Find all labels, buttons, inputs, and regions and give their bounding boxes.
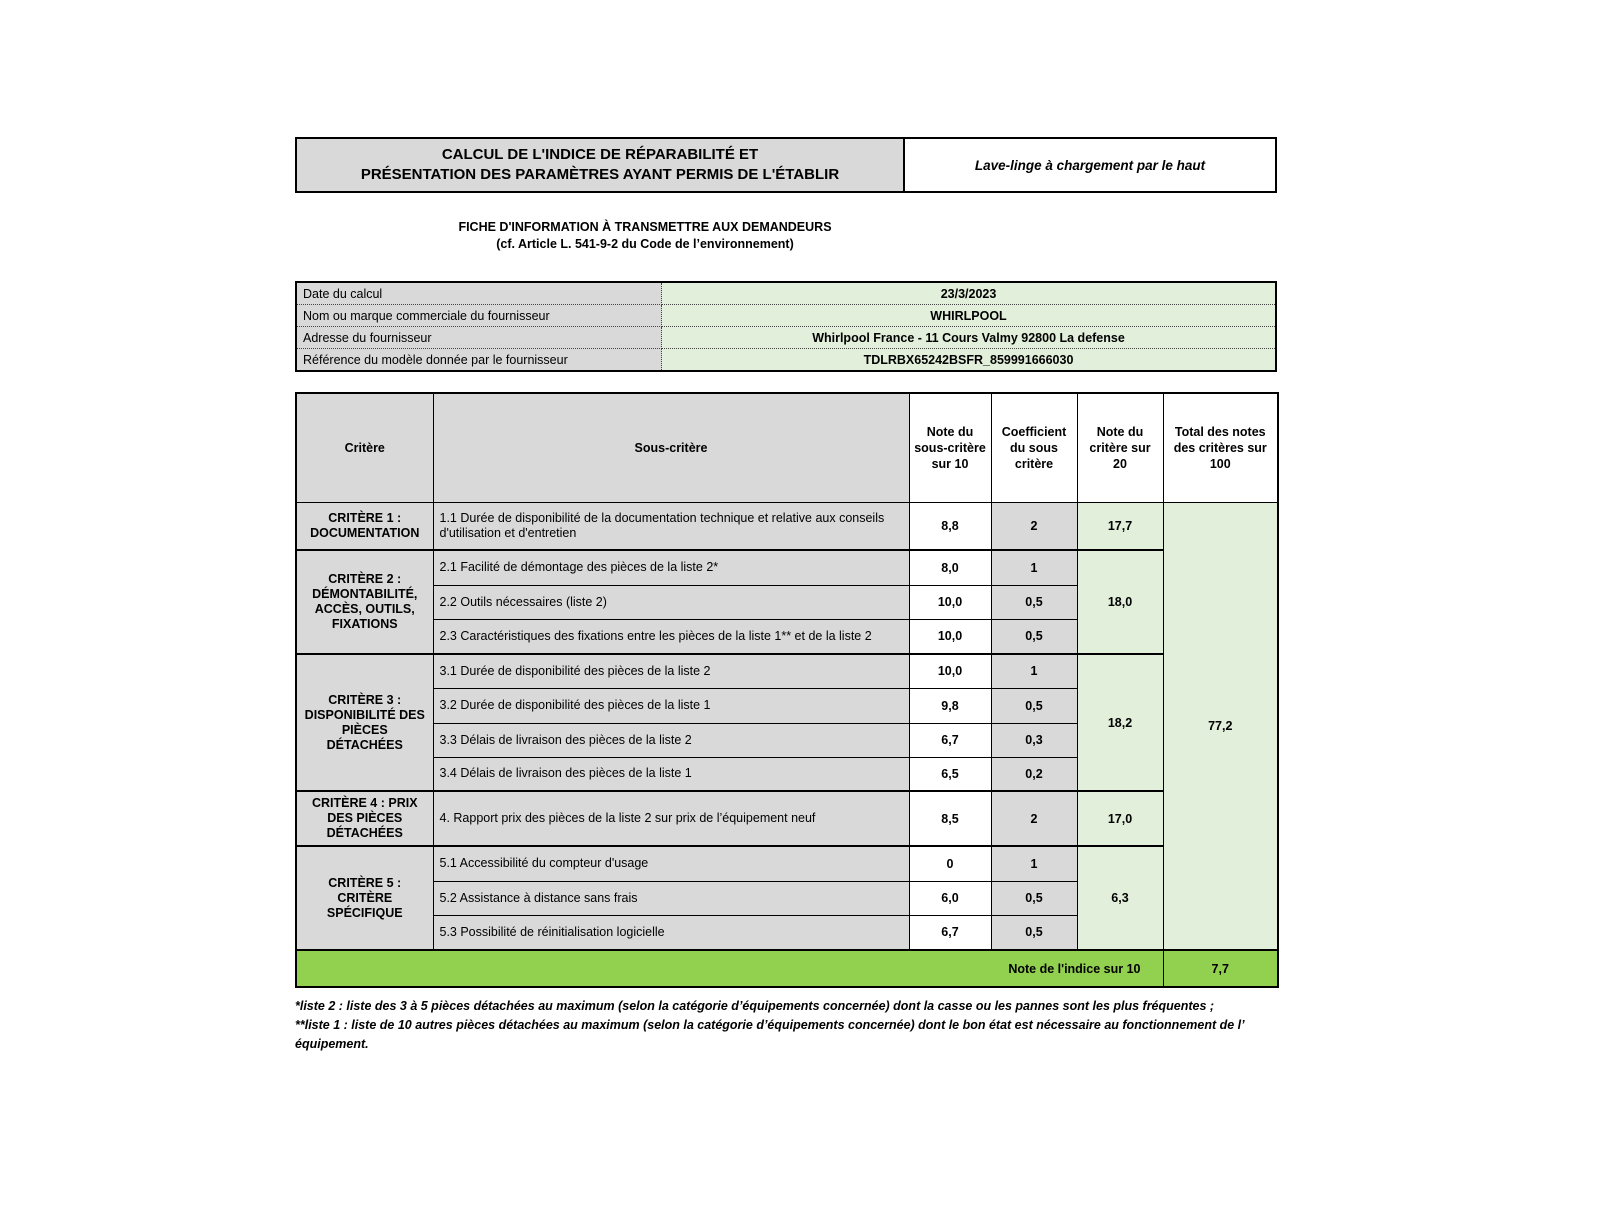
final-index-label: Note de l'indice sur 10 — [296, 950, 1163, 987]
info-label-date: Date du calcul — [296, 282, 662, 305]
subtitle-line2: (cf. Article L. 541-9-2 du Code de l’environnement) — [496, 237, 794, 251]
repairability-score-table — [295, 392, 1279, 988]
table-row — [296, 791, 1278, 846]
info-label-reference: Référence du modèle donnée par le fournisseur — [296, 349, 662, 372]
coef-5-1: 1 — [991, 846, 1077, 881]
table-row — [296, 654, 1278, 688]
subcriterion-3-1: 3.1 Durée de disponibilité des pièces de la liste 2 — [433, 654, 909, 688]
coef-2-3: 0,5 — [991, 619, 1077, 654]
criterion-4-label: CRITÈRE 4 : PRIX DES PIÈCES DÉTACHÉES — [296, 791, 433, 846]
subcriterion-3-2: 3.2 Durée de disponibilité des pièces de la liste 1 — [433, 688, 909, 723]
criterion-3-label: CRITÈRE 3 : DISPONIBILITÉ DES PIÈCES DÉTACHÉES — [296, 654, 433, 791]
subcriterion-5-2: 5.2 Assistance à distance sans frais — [433, 881, 909, 915]
subtitle-line1: FICHE D'INFORMATION À TRANSMETTRE AUX DEMANDEURS — [458, 220, 832, 234]
info-label-brand: Nom ou marque commerciale du fournisseur — [296, 305, 662, 327]
coef-5-2: 0,5 — [991, 881, 1077, 915]
info-value-date: 23/3/2023 — [662, 282, 1277, 305]
criterion-1-label: CRITÈRE 1 : DOCUMENTATION — [296, 502, 433, 550]
note10-5-3: 6,7 — [909, 915, 991, 950]
header-total: Total des notes des critères sur 100 — [1163, 393, 1278, 502]
header-note-critere: Note du critère sur 20 — [1077, 393, 1163, 502]
document-title-line1: CALCUL DE L'INDICE DE RÉPARABILITÉ ET — [441, 146, 759, 163]
coef-1-1: 2 — [991, 502, 1077, 550]
subcriterion-5-3: 5.3 Possibilité de réinitialisation logicielle — [433, 915, 909, 950]
final-index-row — [296, 950, 1278, 987]
note10-2-1: 8,0 — [909, 550, 991, 585]
coef-4: 2 — [991, 791, 1077, 846]
note10-1-1: 8,8 — [909, 502, 991, 550]
table-row — [296, 846, 1278, 881]
note20-criterion-2: 18,0 — [1077, 550, 1163, 654]
note20-criterion-5: 6,3 — [1077, 846, 1163, 950]
document-content — [295, 137, 1277, 1054]
note10-2-2: 10,0 — [909, 585, 991, 619]
total-score-100: 77,2 — [1163, 502, 1278, 950]
note10-3-4: 6,5 — [909, 757, 991, 791]
table-row — [296, 305, 1276, 327]
subcriterion-4: 4. Rapport prix des pièces de la liste 2 sur prix de l’équipement neuf — [433, 791, 909, 846]
document-title — [297, 139, 905, 191]
footnote-liste1: **liste 1 : liste de 10 autres pièces détachées au maximum (selon la catégorie d’équipements concernée) dont le bon état est nécessaire au fonctionnement de l’ équipement. — [295, 1018, 1245, 1051]
product-type-label: Lave-linge à chargement par le haut — [974, 157, 1206, 173]
note10-5-2: 6,0 — [909, 881, 991, 915]
product-type-box — [905, 139, 1275, 191]
header-sous-critere: Sous-critère — [433, 393, 909, 502]
coef-3-2: 0,5 — [991, 688, 1077, 723]
subcriterion-3-3: 3.3 Délais de livraison des pièces de la liste 2 — [433, 723, 909, 757]
table-row — [296, 282, 1276, 305]
subcriterion-3-4: 3.4 Délais de livraison des pièces de la liste 1 — [433, 757, 909, 791]
footnote-liste2: *liste 2 : liste des 3 à 5 pièces détachées au maximum (selon la catégorie d’équipements concernée) dont la casse ou les pannes sont les plus fréquentes ; — [295, 999, 1215, 1013]
subcriterion-2-1: 2.1 Facilité de démontage des pièces de la liste 2* — [433, 550, 909, 585]
coef-3-3: 0,3 — [991, 723, 1077, 757]
coef-3-4: 0,2 — [991, 757, 1077, 791]
coef-5-3: 0,5 — [991, 915, 1077, 950]
note20-criterion-4: 17,0 — [1077, 791, 1163, 846]
criterion-5-label: CRITÈRE 5 : CRITÈRE SPÉCIFIQUE — [296, 846, 433, 950]
coef-3-1: 1 — [991, 654, 1077, 688]
title-banner — [295, 137, 1277, 193]
subcriterion-2-2: 2.2 Outils nécessaires (liste 2) — [433, 585, 909, 619]
header-note-sous-critere: Note du sous-critère sur 10 — [909, 393, 991, 502]
final-index-value: 7,7 — [1163, 950, 1278, 987]
note10-4: 8,5 — [909, 791, 991, 846]
subtitle-block — [295, 219, 995, 253]
note10-2-3: 10,0 — [909, 619, 991, 654]
table-row — [296, 502, 1278, 550]
table-row — [296, 349, 1276, 372]
header-critere: Critère — [296, 393, 433, 502]
note20-criterion-3: 18,2 — [1077, 654, 1163, 791]
supplier-info-table — [295, 281, 1277, 372]
info-value-reference: TDLRBX65242BSFR_859991666030 — [662, 349, 1277, 372]
header-coefficient: Coefficient du sous critère — [991, 393, 1077, 502]
note10-3-1: 10,0 — [909, 654, 991, 688]
footnotes-block — [295, 997, 1275, 1054]
table-header-row — [296, 393, 1278, 502]
criterion-2-label: CRITÈRE 2 : DÉMONTABILITÉ, ACCÈS, OUTILS, FIXATIONS — [296, 550, 433, 654]
info-label-address: Adresse du fournisseur — [296, 327, 662, 349]
info-value-address: Whirlpool France - 11 Cours Valmy 92800 La defense — [662, 327, 1277, 349]
note10-3-3: 6,7 — [909, 723, 991, 757]
table-row — [296, 550, 1278, 585]
table-row — [296, 327, 1276, 349]
subcriterion-2-3: 2.3 Caractéristiques des fixations entre les pièces de la liste 1** et de la liste 2 — [433, 619, 909, 654]
note10-3-2: 9,8 — [909, 688, 991, 723]
coef-2-2: 0,5 — [991, 585, 1077, 619]
note20-criterion-1: 17,7 — [1077, 502, 1163, 550]
document-title-line2: PRÉSENTATION DES PARAMÈTRES AYANT PERMIS DE L'ÉTABLIR — [360, 166, 840, 183]
subcriterion-5-1: 5.1 Accessibilité du compteur d'usage — [433, 846, 909, 881]
coef-2-1: 1 — [991, 550, 1077, 585]
note10-5-1: 0 — [909, 846, 991, 881]
subcriterion-1-1: 1.1 Durée de disponibilité de la documentation technique et relative aux conseils d'utilisation et d'entretien — [433, 502, 909, 550]
info-value-brand: WHIRLPOOL — [662, 305, 1277, 327]
